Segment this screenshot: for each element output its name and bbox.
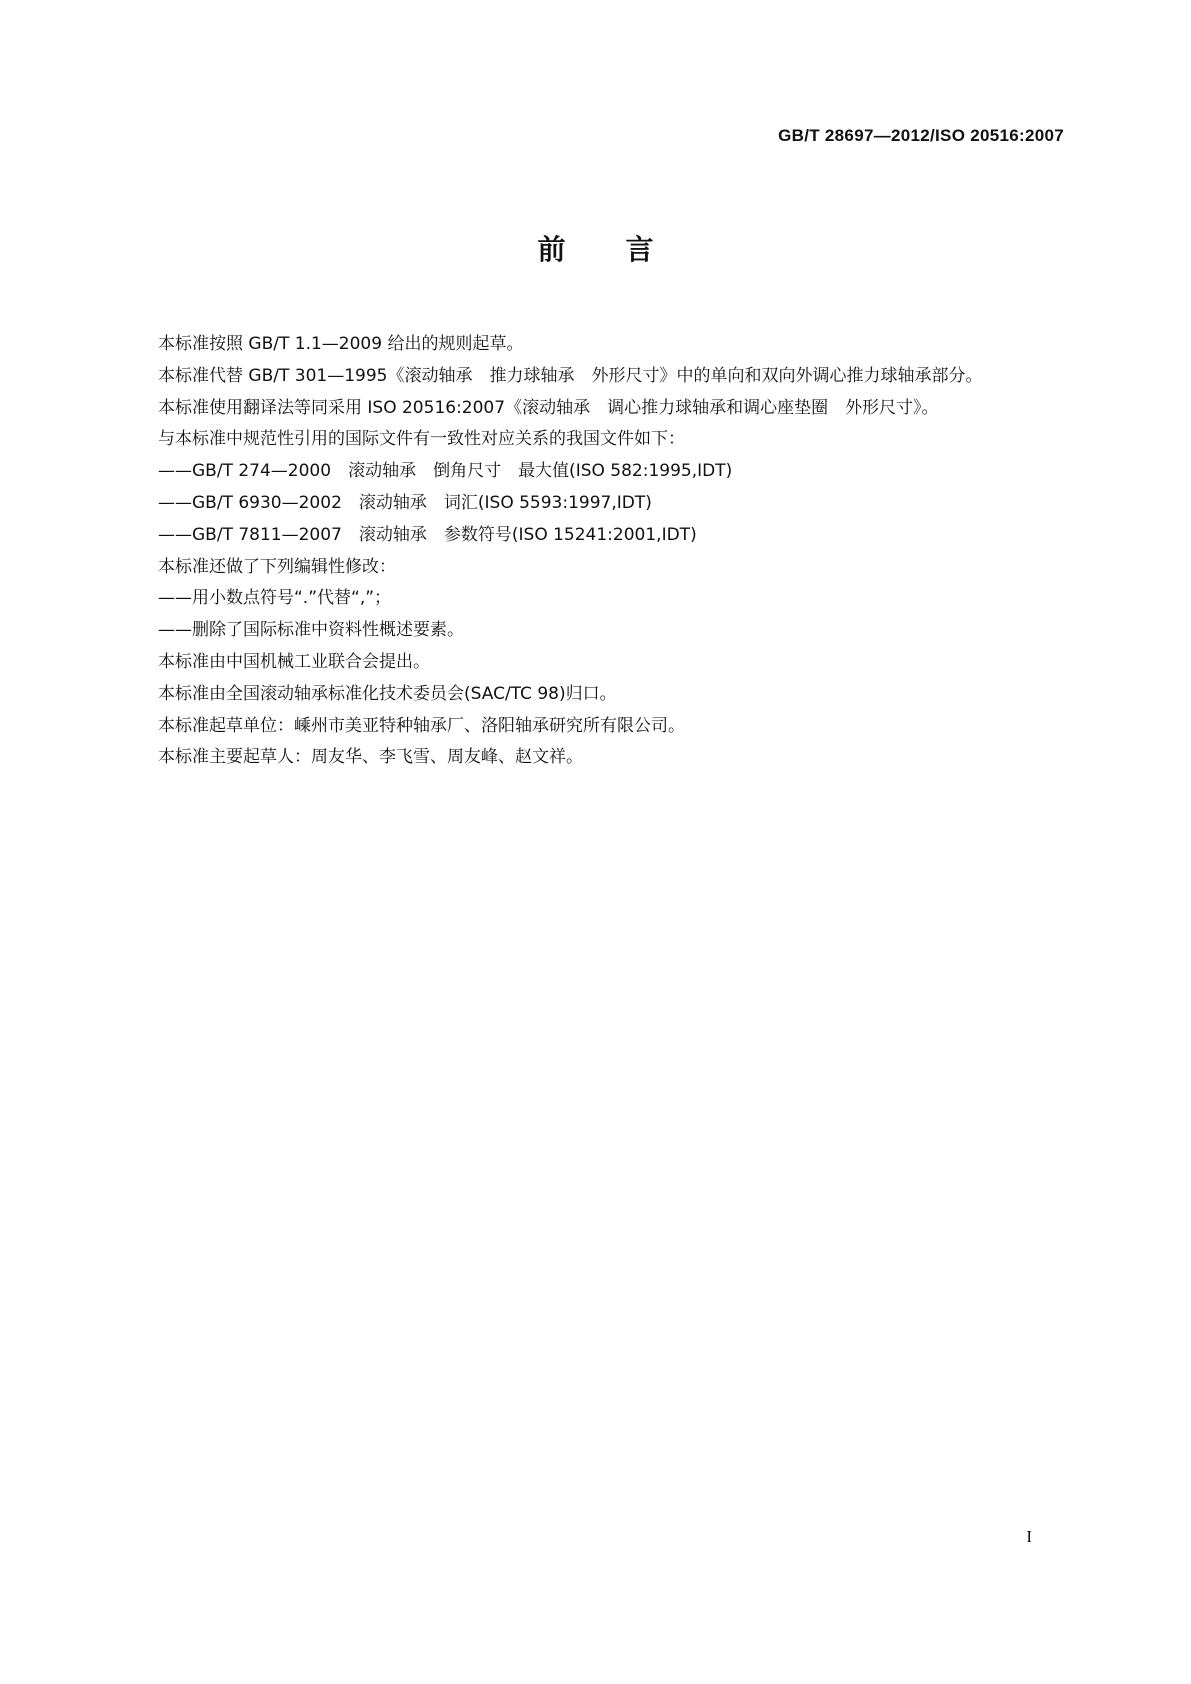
reference-item: ——GB/T 274—2000 滚动轴承 倒角尺寸 最大值(ISO 582:1995,IDT) bbox=[158, 461, 733, 482]
page-number: I bbox=[1026, 1527, 1032, 1546]
paragraph-managed-by: 本标准由全国滚动轴承标准化技术委员会(SAC/TC 98)归口。 bbox=[158, 683, 617, 704]
page-title: 前言 bbox=[537, 233, 714, 266]
standard-code: GB/T 28697—2012/ISO 20516:2007 bbox=[778, 126, 1064, 145]
reference-item: ——GB/T 6930—2002 滚动轴承 词汇(ISO 5593:1997,IDT) bbox=[158, 492, 652, 513]
edit-item: ——删除了国际标准中资料性概述要素。 bbox=[158, 620, 464, 641]
paragraph-drafting-rules: 本标准按照 GB/T 1.1—2009 给出的规则起草。 bbox=[158, 334, 524, 354]
paragraph-drafting-units: 本标准起草单位：嵊州市美亚特种轴承厂、洛阳轴承研究所有限公司。 bbox=[158, 715, 685, 736]
paragraph-proposed-by: 本标准由中国机械工业联合会提出。 bbox=[158, 651, 430, 672]
paragraph-edits-intro: 本标准还做了下列编辑性修改： bbox=[158, 556, 396, 577]
foreword-body bbox=[124, 329, 1064, 774]
paragraph-references-intro: 与本标准中规范性引用的国际文件有一致性对应关系的我国文件如下： bbox=[158, 429, 685, 450]
paragraph-adoption: 本标准使用翻译法等同采用 ISO 20516:2007《滚动轴承 调心推力球轴承和调心座垫圈 外形尺寸》。 bbox=[158, 397, 939, 418]
paragraph-replaces: 本标准代替 GB/T 301—1995《滚动轴承 推力球轴承 外形尺寸》中的单向和双向外调心推力球轴承部分。 bbox=[158, 365, 983, 386]
edit-item: ——用小数点符号“.”代替“,”； bbox=[158, 588, 392, 609]
paragraph-drafters: 本标准主要起草人：周友华、李飞雪、周友峰、赵文祥。 bbox=[158, 747, 583, 768]
reference-item: ——GB/T 7811—2007 滚动轴承 参数符号(ISO 15241:2001,IDT) bbox=[158, 524, 697, 545]
